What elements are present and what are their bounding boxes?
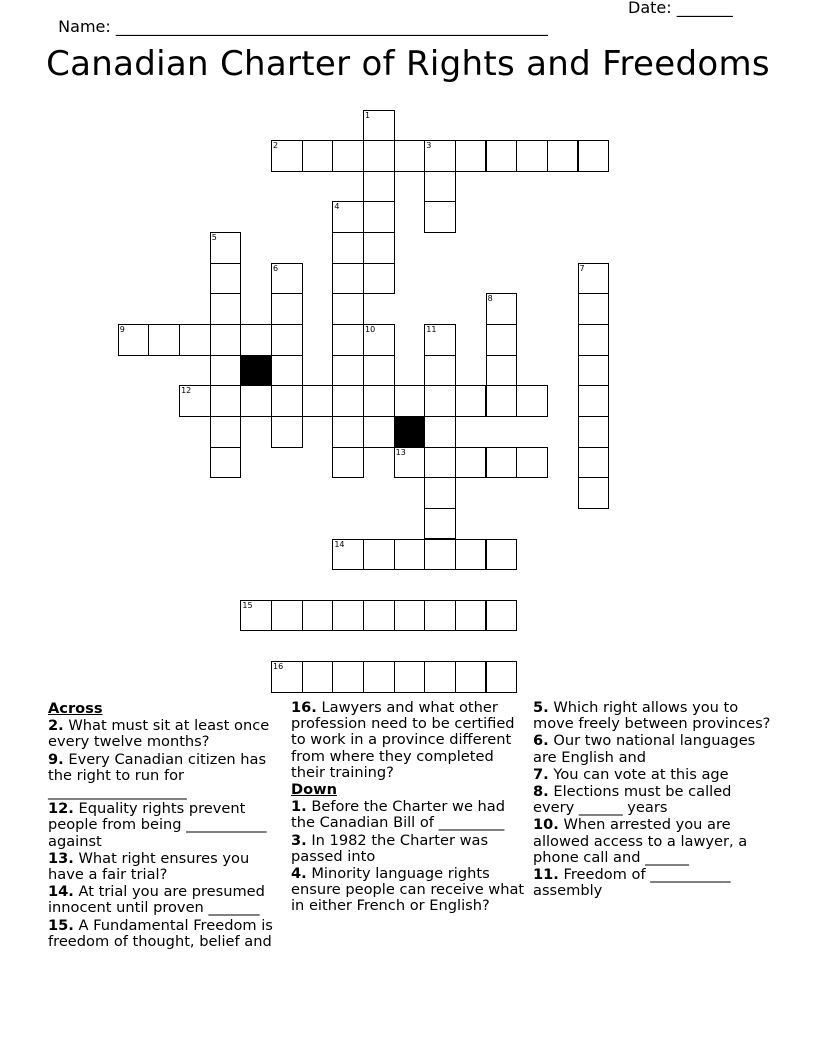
answer-cell[interactable] [363, 385, 395, 417]
answer-cell[interactable] [486, 140, 518, 172]
answer-cell[interactable] [210, 232, 242, 264]
clue-number: 9. [48, 750, 64, 768]
answer-cell[interactable] [578, 324, 610, 356]
across-clue [48, 718, 286, 750]
clues-column-1 [48, 700, 286, 951]
clue-text: Which right allows you to move freely between provinces? [533, 699, 771, 733]
clue-number: 13. [48, 849, 74, 867]
answer-cell[interactable] [455, 600, 487, 632]
answer-cell[interactable] [302, 385, 334, 417]
answer-cell[interactable] [363, 539, 395, 571]
clue-number-label: 11 [426, 325, 437, 335]
clue-number: 4. [291, 865, 307, 883]
clues-column-3 [533, 700, 771, 900]
down-clue [291, 833, 529, 865]
clue-number: 15. [48, 916, 74, 934]
answer-cell[interactable] [424, 508, 456, 540]
answer-cell[interactable] [486, 385, 518, 417]
down-clue [291, 799, 529, 831]
answer-cell[interactable] [486, 661, 518, 693]
clue-number-label: 15 [242, 600, 253, 610]
clue-number-label: 5 [211, 233, 217, 243]
clue-number-label: 7 [579, 263, 585, 273]
clue-number: 8. [533, 783, 549, 801]
answer-cell[interactable] [486, 324, 518, 356]
clue-number: 16. [291, 699, 317, 716]
answer-cell[interactable] [210, 293, 242, 325]
answer-cell[interactable] [332, 324, 364, 356]
across-heading: Across [48, 700, 103, 717]
answer-cell[interactable] [363, 140, 395, 172]
clue-number: 2. [48, 717, 64, 735]
answer-cell[interactable] [516, 385, 548, 417]
across-clue [48, 752, 286, 801]
answer-cell[interactable] [424, 355, 456, 387]
clue-number: 5. [533, 699, 549, 716]
answer-cell[interactable] [363, 263, 395, 295]
clue-text: You can vote at this age [553, 765, 729, 783]
down-heading: Down [291, 781, 338, 799]
clue-number: 3. [291, 831, 307, 849]
clue-text: When arrested you are allowed access to a lawyer, a phone call and ______ [533, 816, 748, 866]
answer-cell[interactable] [302, 661, 334, 693]
answer-cell[interactable] [394, 447, 426, 479]
answer-cell[interactable] [240, 324, 272, 356]
name-field-label[interactable]: Name: ______________________________________________________ [58, 17, 548, 36]
answer-cell[interactable] [516, 140, 548, 172]
answer-cell[interactable] [363, 355, 395, 387]
answer-cell[interactable] [148, 324, 180, 356]
across-clue [48, 801, 286, 850]
clue-number-label: 14 [334, 539, 345, 549]
clue-text: Elections must be called every ______ years [533, 783, 732, 817]
answer-cell[interactable] [455, 661, 487, 693]
answer-cell[interactable] [271, 355, 303, 387]
answer-cell[interactable] [332, 263, 364, 295]
answer-cell[interactable] [332, 416, 364, 448]
down-clue [533, 767, 771, 783]
answer-cell[interactable] [363, 661, 395, 693]
clue-number: 6. [533, 732, 549, 750]
answer-cell[interactable] [578, 477, 610, 509]
answer-cell[interactable] [332, 201, 364, 233]
answer-cell[interactable] [210, 447, 242, 479]
clue-number-label: 12 [181, 386, 192, 396]
clue-text: At trial you are presumed innocent until proven _______ [48, 883, 265, 917]
answer-cell[interactable] [240, 385, 272, 417]
down-clue [533, 867, 771, 899]
answer-cell[interactable] [486, 355, 518, 387]
answer-cell[interactable] [486, 600, 518, 632]
answer-cell[interactable] [363, 324, 395, 356]
clue-text: Freedom of ___________ assembly [533, 866, 731, 900]
answer-cell[interactable] [424, 661, 456, 693]
clue-number-label: 1 [365, 110, 371, 120]
clue-number-label: 16 [273, 662, 284, 672]
answer-cell[interactable] [516, 447, 548, 479]
clue-number-label: 10 [365, 325, 376, 335]
answer-cell[interactable] [547, 140, 579, 172]
clue-number-label: 4 [334, 202, 340, 212]
answer-cell[interactable] [179, 385, 211, 417]
clue-text: Before the Charter we had the Canadian Bill of _________ [291, 798, 506, 832]
across-clue [48, 884, 286, 916]
answer-cell[interactable] [424, 600, 456, 632]
answer-cell[interactable] [271, 600, 303, 632]
answer-cell[interactable] [332, 600, 364, 632]
answer-cell[interactable] [363, 171, 395, 203]
black-square [394, 416, 426, 448]
page-title: Canadian Charter of Rights and Freedoms [46, 44, 770, 84]
clue-text: Lawyers and what other profession need to be certified to work in a province different from where they completed their training? [291, 699, 515, 781]
clue-text: Every Canadian citizen has the right to run for ___________________ [48, 750, 267, 801]
answer-cell[interactable] [486, 447, 518, 479]
answer-cell[interactable] [210, 416, 242, 448]
answer-cell[interactable] [363, 201, 395, 233]
answer-cell[interactable] [424, 201, 456, 233]
clue-number: 11. [533, 866, 559, 884]
answer-cell[interactable] [332, 539, 364, 571]
answer-cell[interactable] [302, 600, 334, 632]
answer-cell[interactable] [271, 263, 303, 295]
answer-cell[interactable] [332, 355, 364, 387]
answer-cell[interactable] [210, 324, 242, 356]
answer-cell[interactable] [363, 110, 395, 142]
answer-cell[interactable] [455, 385, 487, 417]
clue-text: In 1982 the Charter was passed into [291, 831, 489, 865]
answer-cell[interactable] [271, 661, 303, 693]
answer-cell[interactable] [424, 447, 456, 479]
clue-number: 14. [48, 883, 74, 901]
answer-cell[interactable] [332, 232, 364, 264]
answer-cell[interactable] [363, 232, 395, 264]
answer-cell[interactable] [578, 140, 610, 172]
answer-cell[interactable] [455, 539, 487, 571]
down-clue [533, 784, 771, 816]
clue-number-label: 13 [395, 447, 406, 457]
clue-text: Equality rights prevent people from being ___________ against [48, 800, 267, 850]
answer-cell[interactable] [424, 171, 456, 203]
answer-cell[interactable] [394, 539, 426, 571]
answer-cell[interactable] [271, 293, 303, 325]
down-clue [533, 733, 771, 765]
answer-cell[interactable] [332, 293, 364, 325]
clue-text: Our two national languages are English and [533, 732, 756, 766]
answer-cell[interactable] [271, 385, 303, 417]
clue-number: 12. [48, 800, 74, 818]
answer-cell[interactable] [578, 355, 610, 387]
down-clue [291, 866, 529, 915]
answer-cell[interactable] [271, 324, 303, 356]
black-square [240, 355, 272, 387]
answer-cell[interactable] [363, 416, 395, 448]
answer-cell[interactable] [363, 600, 395, 632]
clue-number: 7. [533, 765, 549, 783]
answer-cell[interactable] [394, 385, 426, 417]
clues-column-2 [291, 700, 529, 916]
clue-number-label: 3 [426, 141, 432, 151]
answer-cell[interactable] [240, 600, 272, 632]
answer-cell[interactable] [394, 600, 426, 632]
clue-number-label: 6 [273, 263, 279, 273]
clue-text: What must sit at least once every twelve months? [48, 717, 270, 751]
clue-number: 1. [291, 798, 307, 816]
answer-cell[interactable] [486, 539, 518, 571]
answer-cell[interactable] [455, 140, 487, 172]
answer-cell[interactable] [210, 355, 242, 387]
across-clue [48, 918, 286, 950]
answer-cell[interactable] [578, 416, 610, 448]
across-clue [291, 700, 529, 781]
answer-cell[interactable] [486, 293, 518, 325]
answer-cell[interactable] [455, 447, 487, 479]
down-clue [533, 817, 771, 866]
answer-cell[interactable] [332, 385, 364, 417]
answer-cell[interactable] [394, 140, 426, 172]
clue-text: Minority language rights ensure people can receive what in either French or English? [291, 865, 525, 915]
answer-cell[interactable] [394, 661, 426, 693]
answer-cell[interactable] [578, 263, 610, 295]
answer-cell[interactable] [332, 140, 364, 172]
answer-cell[interactable] [424, 385, 456, 417]
answer-cell[interactable] [578, 293, 610, 325]
clue-number: 10. [533, 816, 559, 834]
clue-number-label: 8 [487, 294, 493, 304]
answer-cell[interactable] [424, 477, 456, 509]
answer-cell[interactable] [578, 385, 610, 417]
answer-cell[interactable] [271, 416, 303, 448]
answer-cell[interactable] [179, 324, 211, 356]
answer-cell[interactable] [424, 539, 456, 571]
answer-cell[interactable] [332, 661, 364, 693]
answer-cell[interactable] [271, 140, 303, 172]
answer-cell[interactable] [332, 447, 364, 479]
answer-cell[interactable] [424, 324, 456, 356]
answer-cell[interactable] [302, 140, 334, 172]
answer-cell[interactable] [210, 263, 242, 295]
answer-cell[interactable] [118, 324, 150, 356]
clue-text: A Fundamental Freedom is freedom of thought, belief and [48, 916, 273, 950]
clue-number-label: 2 [273, 141, 279, 151]
down-clue [533, 700, 771, 732]
across-clue [48, 851, 286, 883]
answer-cell[interactable] [578, 447, 610, 479]
clue-number-label: 9 [119, 325, 125, 335]
answer-cell[interactable] [210, 385, 242, 417]
date-field-label[interactable]: Date: _______ [628, 0, 733, 17]
answer-cell[interactable] [424, 416, 456, 448]
clue-text: What right ensures you have a fair trial? [48, 849, 250, 884]
answer-cell[interactable] [424, 140, 456, 172]
